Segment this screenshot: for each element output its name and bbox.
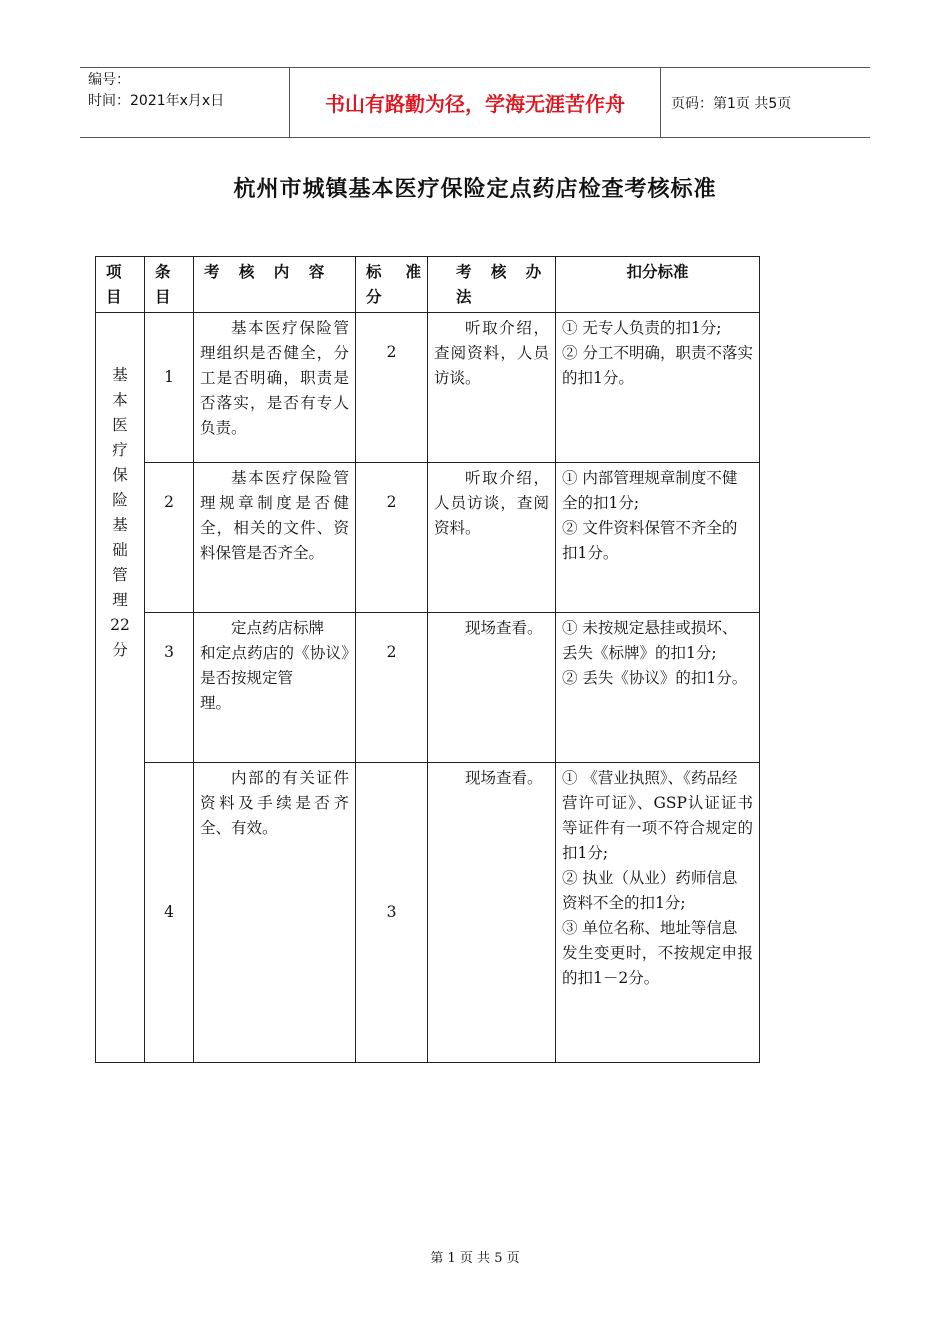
- row-deduction: ① 无专人负责的扣1分; ② 分工不明确，职责不落实的扣1分。: [556, 313, 760, 463]
- assessment-table: [95, 256, 760, 1063]
- row-content: 内部的有关证件资料及手续是否齐全、有效。: [194, 763, 356, 1063]
- row-method: 听取介绍，查阅资料，人员访谈。: [428, 313, 556, 463]
- table-header-row: [96, 257, 760, 313]
- header-motto: 书山有路勤为径，学海无涯苦作舟: [289, 68, 661, 137]
- table-row: [96, 463, 760, 613]
- row-number: 4: [145, 763, 194, 1063]
- document-title: 杭州市城镇基本医疗保险定点药店检查考核标准: [233, 177, 717, 202]
- row-content: 基本医疗保险管理组织是否健全，分工是否明确，职责是否落实，是否有专人负责。: [194, 313, 356, 463]
- row-number: 2: [145, 463, 194, 613]
- row-number: 3: [145, 613, 194, 763]
- row-deduction: ① 内部管理规章制度不健 全的扣1分; ② 文件资料保管不齐全的 扣1分。: [556, 463, 760, 613]
- row-score: 2: [356, 313, 428, 463]
- row-method: 现场查看。: [428, 763, 556, 1063]
- header-page-info: 页码：第1页 共5页: [671, 95, 792, 112]
- row-method: 现场查看。: [428, 613, 556, 763]
- page-footer: 第 1 页 共 5 页: [430, 1251, 520, 1266]
- row-score: 2: [356, 463, 428, 613]
- row-score: 3: [356, 763, 428, 1063]
- row-deduction: ① 《营业执照》、《药品经 营许可证》、GSP认证证书等证件有一项不符合规定的扣1分; ② 执业（从业）药师信息 资料不全的扣1分; ③ 单位名称、地址等信息 发生变更时，不按规定申报的扣1－2分。: [556, 763, 760, 1063]
- header-item: 条目: [145, 257, 194, 313]
- table-row: [96, 613, 760, 763]
- table-row: [96, 313, 760, 463]
- page-header: [80, 67, 870, 138]
- row-number: 1: [145, 313, 194, 463]
- row-score: 2: [356, 613, 428, 763]
- header-meta: [80, 68, 289, 137]
- row-method: 听取介绍，人员访谈，查阅资料。: [428, 463, 556, 613]
- row-content: 定点药店标牌 和定点药店的《协议》是否按规定管 理。: [194, 613, 356, 763]
- number-label: 编号：: [88, 72, 130, 88]
- header-deduction: 扣分标准: [556, 257, 760, 313]
- header-content: 考 核 内 容: [194, 257, 356, 313]
- header-project: 项目: [96, 257, 145, 313]
- row-deduction: ① 未按规定悬挂或损坏、 丢失《标牌》的扣1分; ② 丢失《协议》的扣1分。: [556, 613, 760, 763]
- category-cell: 基 本 医 疗 保 险 基 础 管 理 22 分: [96, 313, 145, 1063]
- header-method: 考 核 办法: [428, 257, 556, 313]
- table-row: [96, 763, 760, 1063]
- header-score: 标 准分: [356, 257, 428, 313]
- row-content: 基本医疗保险管理规章制度是否健全，相关的文件、资料保管是否齐全。: [194, 463, 356, 613]
- time-label: 时间：2021年x月x日: [88, 93, 225, 109]
